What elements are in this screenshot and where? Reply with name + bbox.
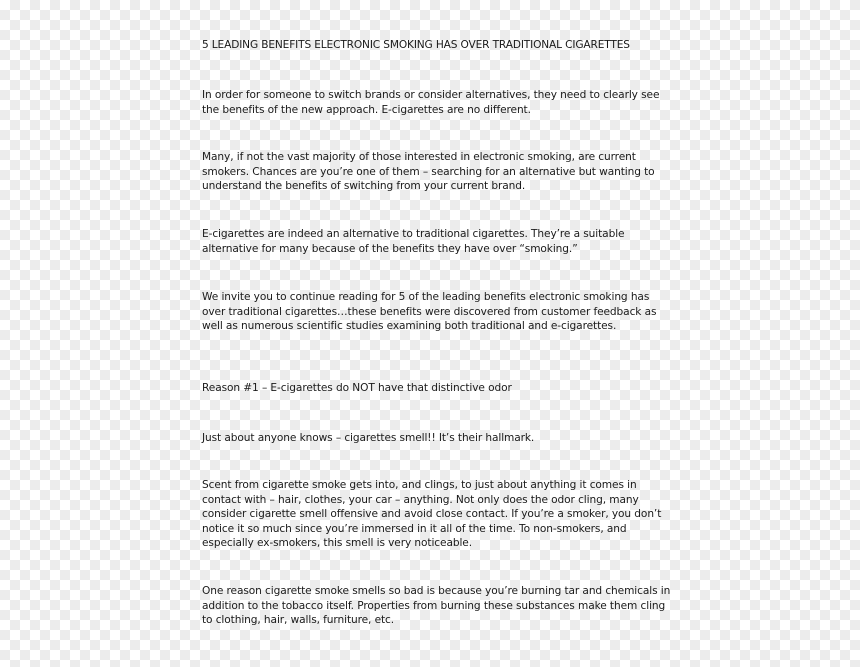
document-title: 5 LEADING BENEFITS ELECTRONIC SMOKING HAS OVER TRADITIONAL CIGARETTES <box>202 39 630 51</box>
paragraph-intro: In order for someone to switch brands or consider alternatives, they need to clearly see the benefits of the new approach. E-cigarettes are no different. <box>202 89 660 116</box>
paragraph-alternative: E-cigarettes are indeed an alternative to traditional cigarettes. They’re a suitable alternative for many because of the benefits they have over “smoking.” <box>202 228 625 255</box>
paragraph-current-smokers: Many, if not the vast majority of those interested in electronic smoking, are current smokers. Chances are you’re one of them – searching for an alternative but wanting to understand the benefits of switching from your current brand. <box>202 151 655 193</box>
paragraph-reason-smells: One reason cigarette smoke smells so bad is because you’re burning tar and chemicals in addition to the tobacco itself. Properties from burning these substances make them cling to clothing, hair, walls, furniture, etc. <box>202 585 671 627</box>
section-heading-reason-1: Reason #1 – E-cigarettes do NOT have that distinctive odor <box>202 382 512 394</box>
paragraph-scent: Scent from cigarette smoke gets into, and clings, to just about anything it comes in contact with – hair, clothes, your car – anything. Not only does the odor cling, many consider cigarette smell offensive and avoid close contact. If you’re a smoker, you don’t notice it so much since you’re immersed in it all of the time. To non-smokers, and especially ex-smokers, this smell is very noticeable. <box>202 479 662 550</box>
paragraph-smell: Just about anyone knows – cigarettes smell!! It’s their hallmark. <box>202 432 535 444</box>
paragraph-invite: We invite you to continue reading for 5 of the leading benefits electronic smoking has over traditional cigarettes…these benefits were discovered from customer feedback as well as numerous scientific studies examining both traditional and e-cigarettes. <box>202 291 657 333</box>
